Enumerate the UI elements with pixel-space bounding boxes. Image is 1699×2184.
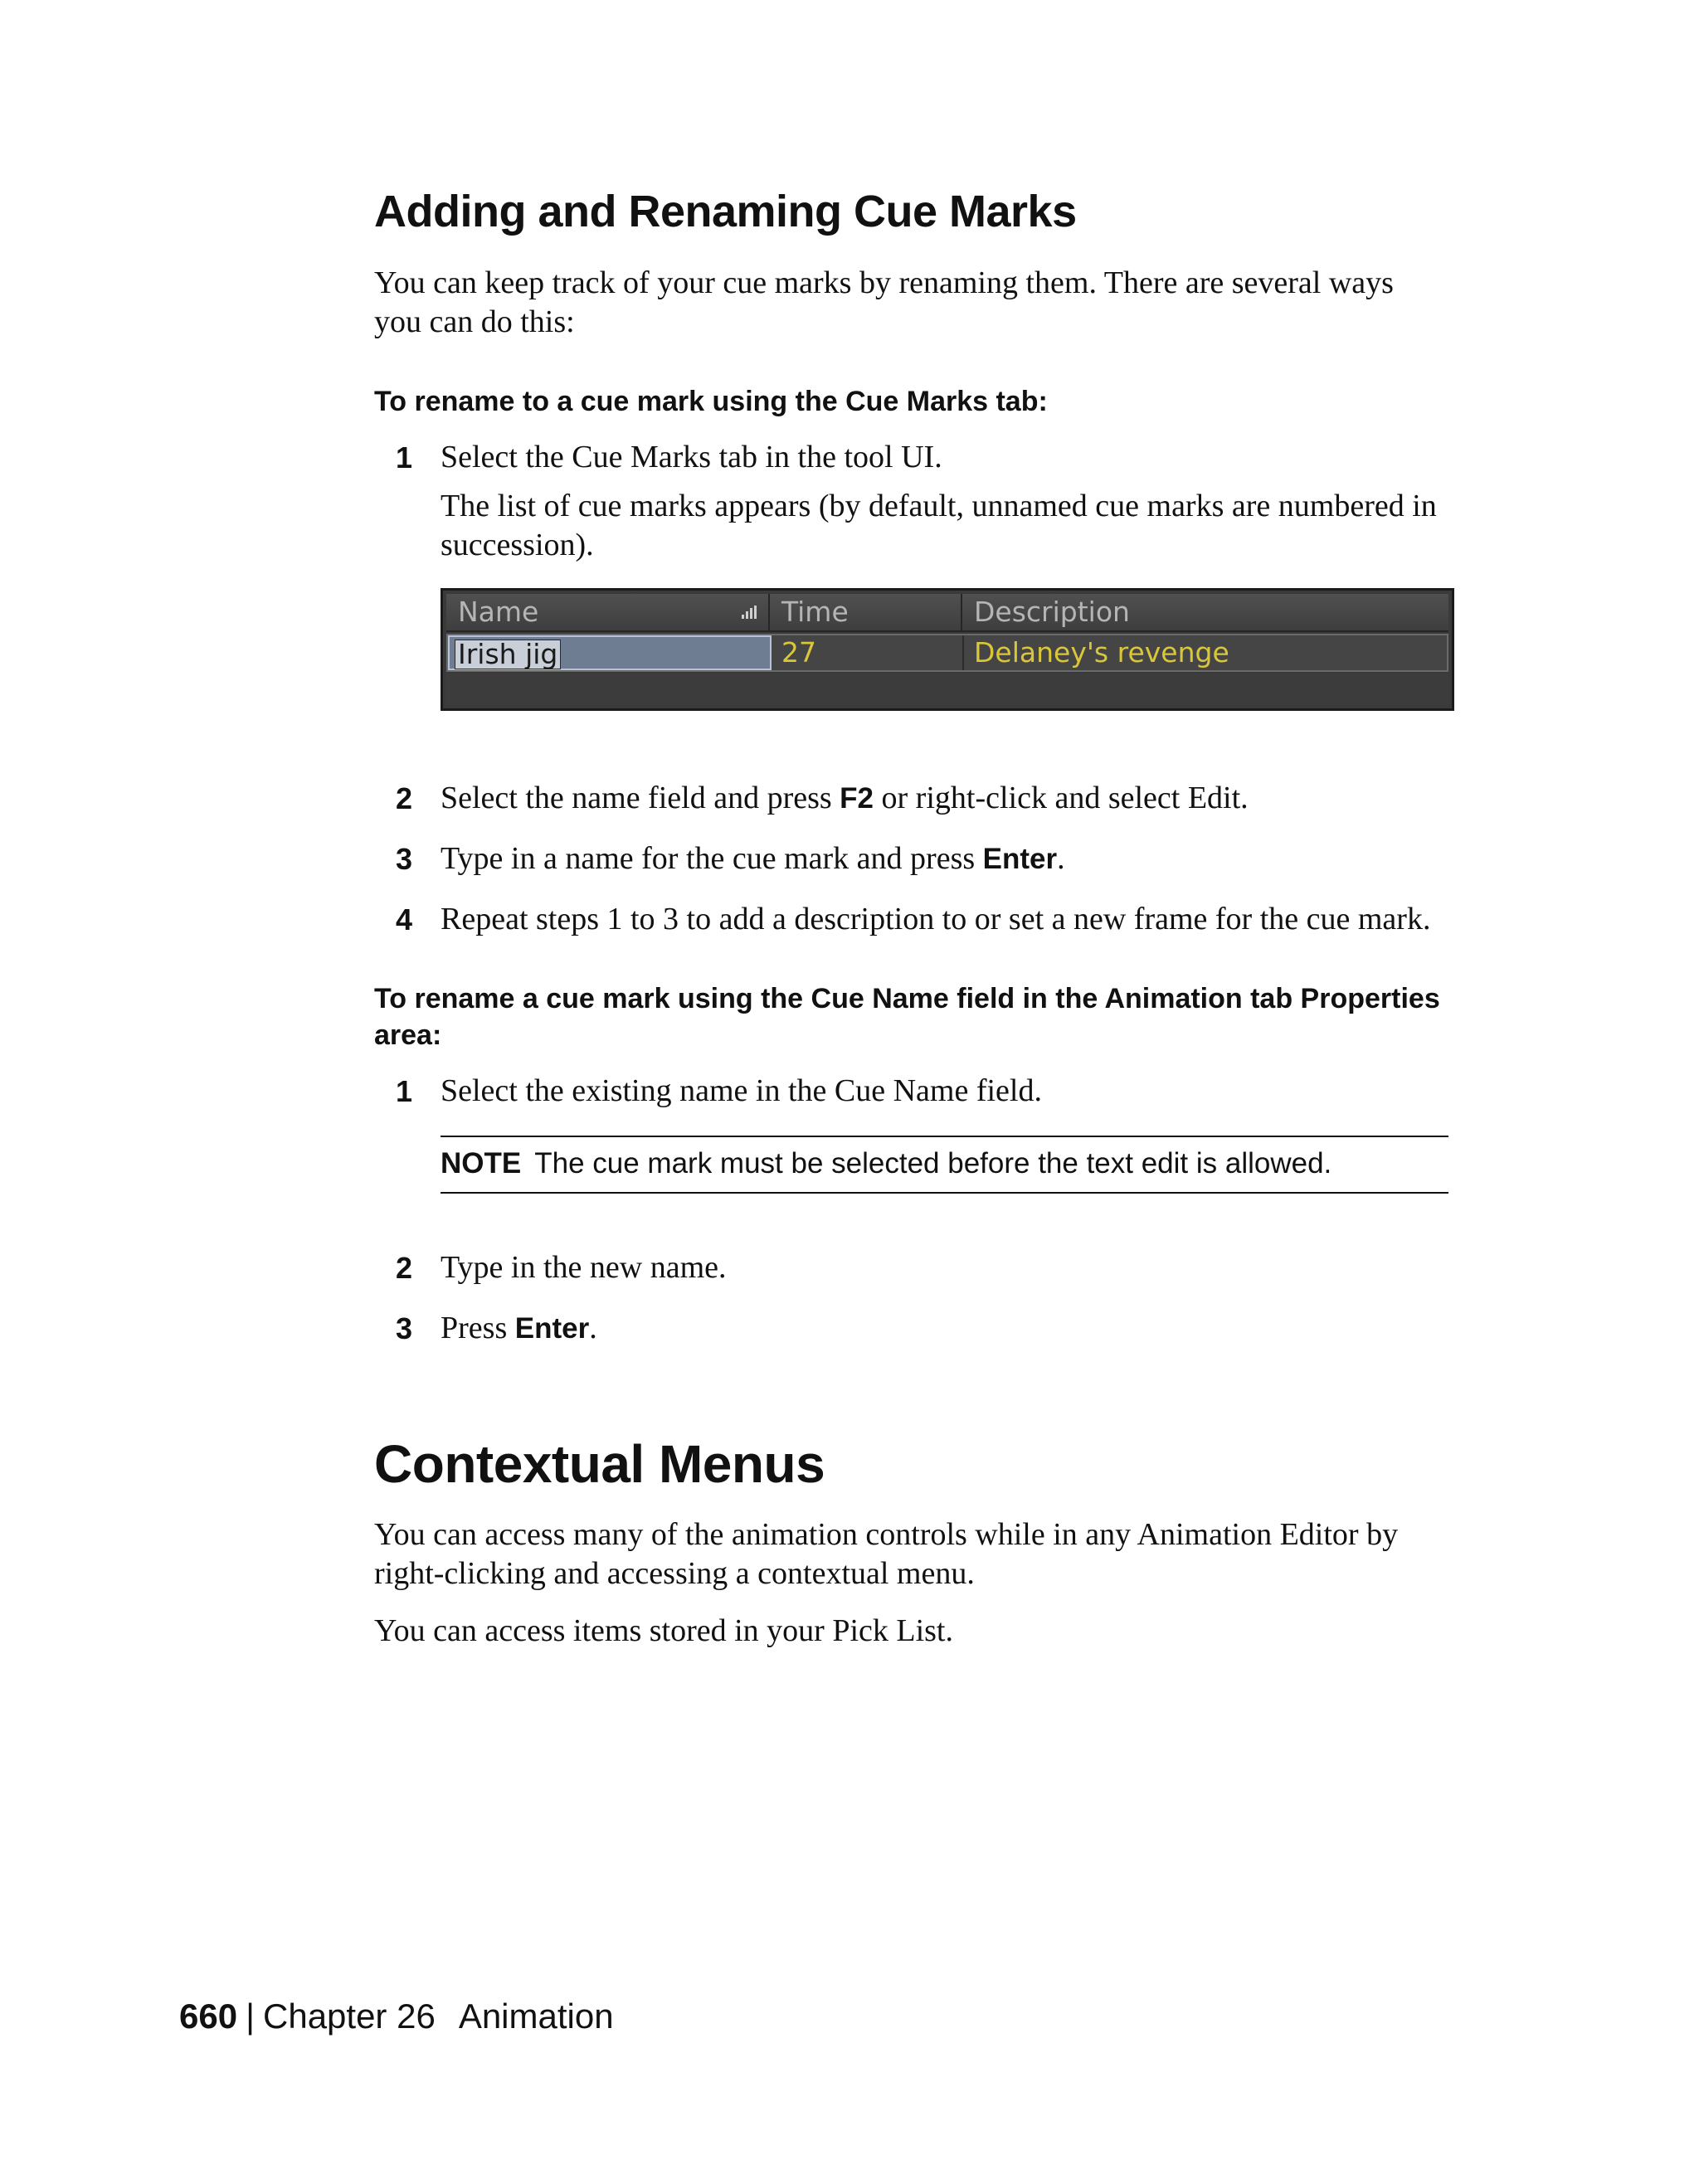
cue-time-cell[interactable]: 27 [772,635,964,670]
page-number: 660 [179,1997,238,2036]
page-content [374,182,1448,1651]
procedure2-step-2 [374,1248,1448,1287]
step-number: 3 [396,842,413,876]
note-box [441,1136,1448,1194]
cue-description-cell[interactable]: Delaney's revenge [974,636,1229,669]
step-text-pre: Select the name field and press [441,781,840,815]
section-intro: You can keep track of your cue marks by renaming them. There are several ways you can do this: [374,265,1394,339]
procedure-heading-cue-name-field: To rename a cue mark using the Cue Name field in the Animation tab Properties area: [374,983,1440,1051]
footer-chapter-title: Animation [458,1997,614,2036]
step-number: 2 [396,781,413,815]
footer-separator: | [246,1997,255,2036]
footer-chapter: Chapter 26 [263,1997,436,2036]
contextual-menus-paragraph: You can access many of the animation controls while in any Animation Editor by right-clicking and accessing a contextual menu. [374,1517,1399,1591]
note-text: The cue mark must be selected before the text edit is allowed. [534,1147,1332,1180]
step-text: Type in the new name. [441,1250,727,1285]
step-number: 1 [396,1074,413,1108]
table-header [446,594,1448,632]
procedure1-step-3 [374,839,1448,878]
step-text-pre: Type in a name for the cue mark and press [441,841,983,876]
key-enter: Enter [982,843,1058,875]
step-number: 4 [396,902,413,936]
note-label: NOTE [441,1147,522,1180]
step-text-post: or right-click and select Edit. [874,781,1249,815]
column-header-time[interactable]: Time [770,594,962,630]
page-footer [179,1994,614,2039]
step-number: 3 [396,1311,413,1345]
sort-bars-icon [742,606,757,619]
step-result: The list of cue marks appears (by default, unnamed cue marks are numbered in succession). [441,489,1437,562]
cue-name-cell[interactable] [448,635,772,670]
contextual-menus-paragraph: You can access items stored in your Pick List. [374,1613,953,1648]
step-text: Select the Cue Marks tab in the tool UI. [441,440,942,474]
cue-marks-table [441,588,1454,711]
procedure-heading-cue-marks-tab: To rename to a cue mark using the Cue Marks tab: [374,386,1048,417]
procedure1-step-1 [374,438,1448,757]
step-text: Select the existing name in the Cue Name field. [441,1073,1042,1108]
step-number: 2 [396,1251,413,1285]
procedure2-step-3 [374,1309,1448,1348]
step-text [441,1309,1448,1348]
section-title: Adding and Renaming Cue Marks [374,187,1077,236]
table-empty-area [446,674,1448,705]
step-number: 1 [396,440,413,474]
key-f2: F2 [840,782,874,815]
cue-name-input[interactable]: Irish jig [455,640,561,669]
step-text [441,839,1448,878]
procedure1-step-2 [374,779,1448,818]
contextual-menus-title: Contextual Menus [374,1434,825,1494]
step-text-post: . [1057,841,1065,876]
column-header-label: Name [458,596,539,628]
key-enter: Enter [514,1312,590,1345]
procedure1-step-4 [374,900,1448,939]
step-text: Repeat steps 1 to 3 to add a description to or set a new frame for the cue mark. [441,902,1431,936]
column-header-description[interactable]: Description [974,596,1130,628]
step-text [441,779,1448,818]
step-text-post: . [589,1311,597,1345]
procedure2-step-1 [374,1072,1448,1227]
column-header-name[interactable] [446,594,770,630]
table-row[interactable] [446,634,1448,672]
step-text-pre: Press [441,1311,515,1345]
